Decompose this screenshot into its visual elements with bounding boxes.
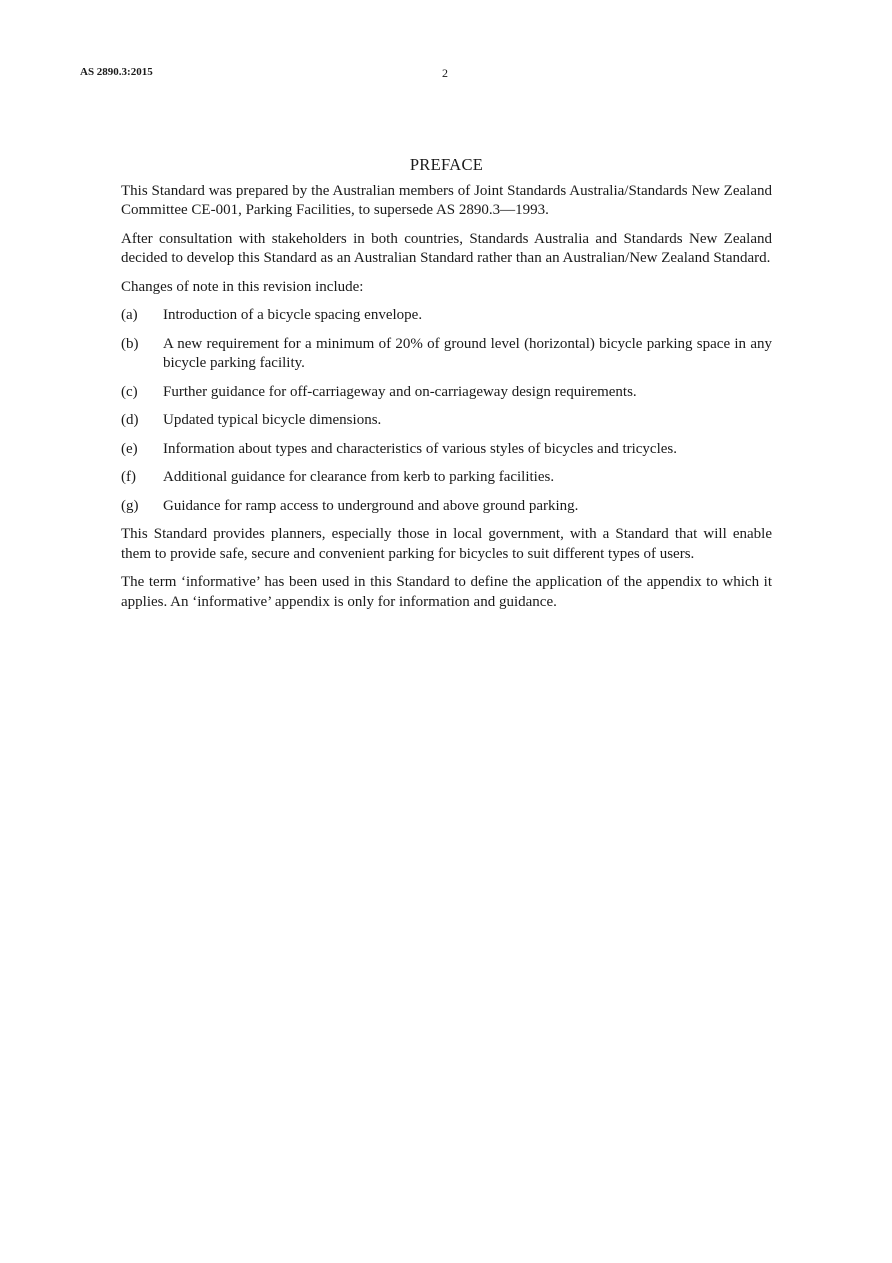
- list-item-text: Information about types and characteristics of various styles of bicycles and tricycles.: [163, 440, 677, 457]
- list-item-marker: (g): [121, 497, 139, 514]
- section-heading: PREFACE: [409, 155, 484, 174]
- page-header: [80, 66, 812, 84]
- list-item-text: Updated typical bicycle dimensions.: [163, 412, 382, 428]
- list-item-marker: (f): [121, 469, 136, 485]
- list-item-marker: (a): [121, 307, 138, 323]
- paragraph-informative: The term ‘informative’ has been used in this Standard to define the application of the appendix to which it applies. An ‘informative’ appendix is only for information and guidance.: [121, 574, 772, 610]
- list-item-marker: (e): [121, 440, 138, 457]
- list-item: [121, 411, 772, 431]
- list-item-text: Further guidance for off-carriageway and on-carriageway design requirements.: [163, 383, 637, 400]
- list-item-marker: (b): [121, 335, 139, 352]
- paragraph-consultation: After consultation with stakeholders in both countries, Standards Australia and Standards New Zealand decided to develop this Standard as an Australian Standard rather than an Australian/New Zealand Standard.: [121, 230, 772, 266]
- changes-list: [121, 306, 772, 516]
- list-item-marker: (c): [121, 383, 138, 400]
- paragraph-planners: This Standard provides planners, especially those in local government, with a Standard that will enable them to provide safe, secure and convenient parking for bicycles to suit different types of users.: [121, 526, 772, 562]
- list-item-text: Additional guidance for clearance from kerb to parking facilities.: [163, 469, 555, 485]
- list-item-marker: (d): [121, 412, 139, 428]
- list-item: [121, 440, 772, 460]
- list-item: [121, 468, 772, 488]
- list-item: [121, 383, 772, 403]
- preface-section: [121, 155, 772, 621]
- list-item: [121, 335, 772, 374]
- paragraph-changes-intro: Changes of note in this revision include:: [121, 278, 364, 295]
- document-id: AS 2890.3:2015: [80, 66, 153, 78]
- list-item-text: A new requirement for a minimum of 20% of ground level (horizontal) bicycle parking space in any bicycle parking facility.: [163, 335, 772, 371]
- list-item-text: Guidance for ramp access to underground and above ground parking.: [163, 497, 579, 514]
- page-number: 2: [442, 66, 448, 80]
- list-item-text: Introduction of a bicycle spacing envelope.: [163, 307, 423, 323]
- paragraph-committee: This Standard was prepared by the Australian members of Joint Standards Australia/Standards New Zealand Committee CE-001, Parking Facilities, to supersede AS 2890.3—1993.: [121, 182, 772, 218]
- list-item: [121, 497, 772, 517]
- list-item: [121, 306, 772, 326]
